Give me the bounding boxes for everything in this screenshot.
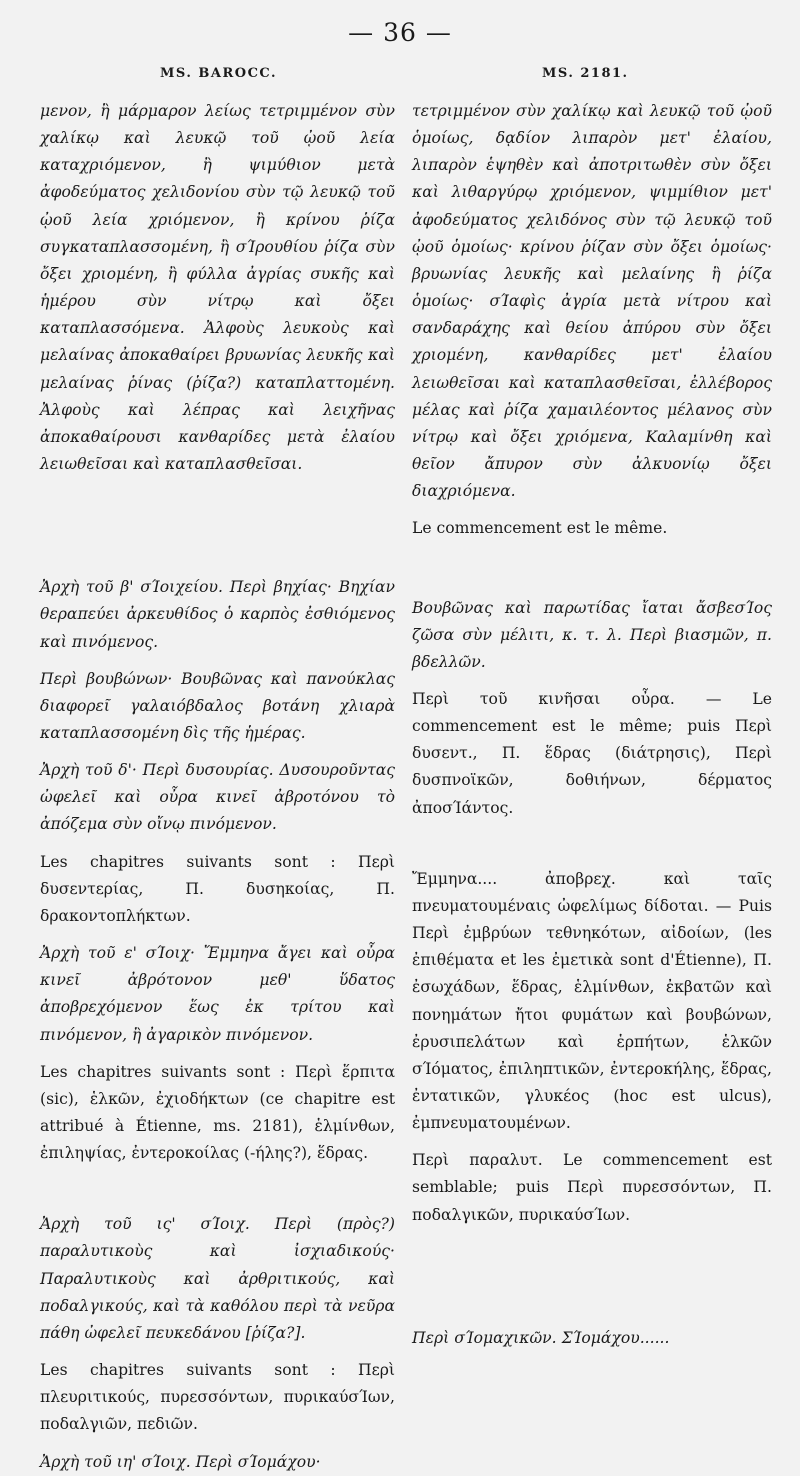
right-paragraph-3: Βουβῶνας καὶ παρωτίδας ἴαται ἄσβεσΊος ζῶσα σὺν μέλιτι, κ. τ. λ. Περὶ βιασμῶν, π. βδελλῶν. xyxy=(412,598,772,671)
left-paragraph-2: Ἀρχὴ τοῦ β' σΊοιχείου. Περὶ βηχίας· Βηχίαν θεραπεύει ἀρκευθίδος ὁ καρπὸς ἐσθιόμενος καὶ πινόμενος. xyxy=(40,578,395,651)
left-paragraph-4: Ἀρχὴ τοῦ δ'· Περὶ δυσουρίας. Δυσουροῦντας ὠφελεῖ καὶ οὖρα κινεῖ ἀβροτόνου τὸ ἀπόζεμα σὺν οἴνῳ πινόμενον. xyxy=(40,761,395,834)
right-paragraph-6: Περὶ παραλυτ. Le commencement est semblable; puis Περὶ πυρεσσόντων, Π. ποδαλγικῶν, πυρικαύσΊων. xyxy=(412,1151,772,1224)
page-number: — 36 — xyxy=(348,18,452,47)
left-column xyxy=(40,98,395,1476)
left-paragraph-1: μενον, ἢ μάρμαρον λείως τετριμμένον σὺν χαλίκῳ καὶ λευκῷ τοῦ ᾠοῦ λεία καταχριόμενον, ἢ ψιμύθιον μετὰ ἀφοδεύματος χελιδονίου σὺν τῷ λευκῷ τοῦ ᾠοῦ λεία χριόμενον, ἢ κρίνου ῥίζα συγκαταπλασσομένη, ἢ σΊρουθίου ῥίζα σὺν ὄξει χριομένη, ἢ φύλλα ἀγρίας συκῆς καὶ ἡμέρου σὺν νίτρῳ καὶ ὄξει καταπλασσόμενα. Ἀλφοὺς λευκοὺς καὶ μελαίνας ἀποκαθαίρει βρυωνίας λευκῆς καὶ μελαίνας ῥίνας (ῥίζα?) καταπλαττομένη. Ἀλφοὺς καὶ λέπρας καὶ λειχῆνας ἀποκαθαίρουσι κανθαρίδες μετὰ ἐλαίου λειωθεῖσαι καὶ καταπλασθεῖσαι. xyxy=(40,102,395,474)
right-paragraph-5: Ἔμμηνα.... ἀποβρεχ. καὶ ταῖς πνευματουμέναις ὠφελίμως δίδοται. — Puis Περὶ ἐμβρύων τεθνηκότων, αἰδοίων, (les ἐπιθέματα et les ἐμετικὰ sont d'Étienne), Π. ἐσωχάδων, ἕδρας, ἑλμίνθων, ἐκβατῶν καὶ πονημάτων ἤτοι φυμάτων καὶ βουβώνων, ἐρυσιπελάτων καὶ ἑρπήτων, ἑλκῶν σΊόματος, ἐπιληπτικῶν, ἐντεροκήλης, ἕδρας, ἐντατικῶν, γλυκέος (hoc est ulcus), ἐμπνευματουμένων. xyxy=(412,869,772,1133)
left-paragraph-7: Les chapitres suivants sont : Περὶ ἕρπιτα (sic), ἑλκῶν, ἐχιοδήκτων (ce chapitre est attribué à Étienne, ms. 2181), ἑλμίνθων, ἐπιληψίας, ἐντεροκοίλας (-ήλης?), ἕδρας. xyxy=(40,1062,395,1163)
left-paragraph-5: Les chapitres suivants sont : Περὶ δυσεντερίας, Π. δυσηκοίας, Π. δρακοντοπλήκτων. xyxy=(40,852,395,925)
left-paragraph-8: Ἀρχὴ τοῦ ις' σΊοιχ. Περὶ (πρὸς?) παραλυτικοὺς καὶ ἰσχιαδικούς· Παραλυτικοὺς καὶ ἀρθριτικούς, καὶ ποδαλγικούς, καὶ τὰ καθόλου περὶ τὰ νεῦρα πάθη ὠφελεῖ πευκεδάνου [ῥίζα?]. xyxy=(40,1215,395,1342)
right-paragraph-4: Περὶ τοῦ κινῆσαι οὖρα. — Le commencement est le même; puis Περὶ δυσεντ., Π. ἕδρας (διάτρησις), Περὶ δυσπνοϊκῶν, δοθιήνων, δέρματος ἀποσΊάντος. xyxy=(412,689,772,817)
right-paragraph-2: Le commencement est le même. xyxy=(412,519,668,538)
left-paragraph-9: Les chapitres suivants sont : Περὶ πλευριτικούς, πυρεσσόντων, πυρικαύσΊων, ποδαλγιῶν, πεδιῶν. xyxy=(40,1361,395,1434)
left-paragraph-6: Ἀρχὴ τοῦ ε' σΊοιχ· Ἔμμηνα ἄγει καὶ οὖρα κινεῖ ἀβρότονον μεθ' ὕδατος ἀποβρεχόμενον ἕως ἐκ τρίτου καὶ πινόμενον, ἢ ἀγαρικὸν πινόμενον. xyxy=(40,944,395,1044)
right-paragraph-1: τετριμμένον σὺν χαλίκῳ καὶ λευκῷ τοῦ ᾠοῦ ὁμοίως, δᾳδίον λιπαρὸν μετ' ἐλαίου, λιπαρὸν ἑψηθὲν καὶ ἀποτριτωθὲν σὺν ὄξει καὶ λιθαργύρῳ χριόμενον, ψιμμίθιον μετ' ἀφοδεύματος χελιδόνος σὺν τῷ λευκῷ τοῦ ᾠοῦ ὁμοίως· κρίνου ῥίζαν σὺν ὄξει ὁμοίως· βρυωνίας λευκῆς καὶ μελαίνης ἢ ῥίζα ὁμοίως· σΊαφὶς ἀγρία μετὰ νίτρου καὶ σανδαράχης καὶ θείου ἀπύρου σὺν ὄξει χριομένη, κανθαρίδες μετ' ἐλαίου λειωθεῖσαι καὶ καταπλασθεῖσαι, ἐλλέβορος μέλας καὶ ῥίζα χαμαιλέοντος μέλανος σὺν νίτρῳ καὶ ὄξει χριόμενα, Καλαμίνθη καὶ θεῖον ἄπυρον σὺν ἀλκυονίῳ ὄξει διαχριόμενα. xyxy=(412,102,772,501)
right-paragraph-7: Περὶ σΊομαχικῶν. ΣΊομάχου...... xyxy=(412,1328,670,1347)
right-column xyxy=(412,98,772,1352)
left-column-header: MS. BAROCC. xyxy=(160,66,278,81)
left-paragraph-3: Περὶ βουβώνων· Βουβῶνας καὶ πανούκλας διαφορεῖ γαλαιόβδαλος βοτάνη χλιαρὰ καταπλασσομένη δὶς τῆς ἡμέρας. xyxy=(40,669,395,742)
right-column-header: MS. 2181. xyxy=(542,66,629,81)
left-paragraph-10: Ἀρχὴ τοῦ ιη' σΊοιχ. Περὶ σΊομάχου· xyxy=(40,1452,321,1471)
